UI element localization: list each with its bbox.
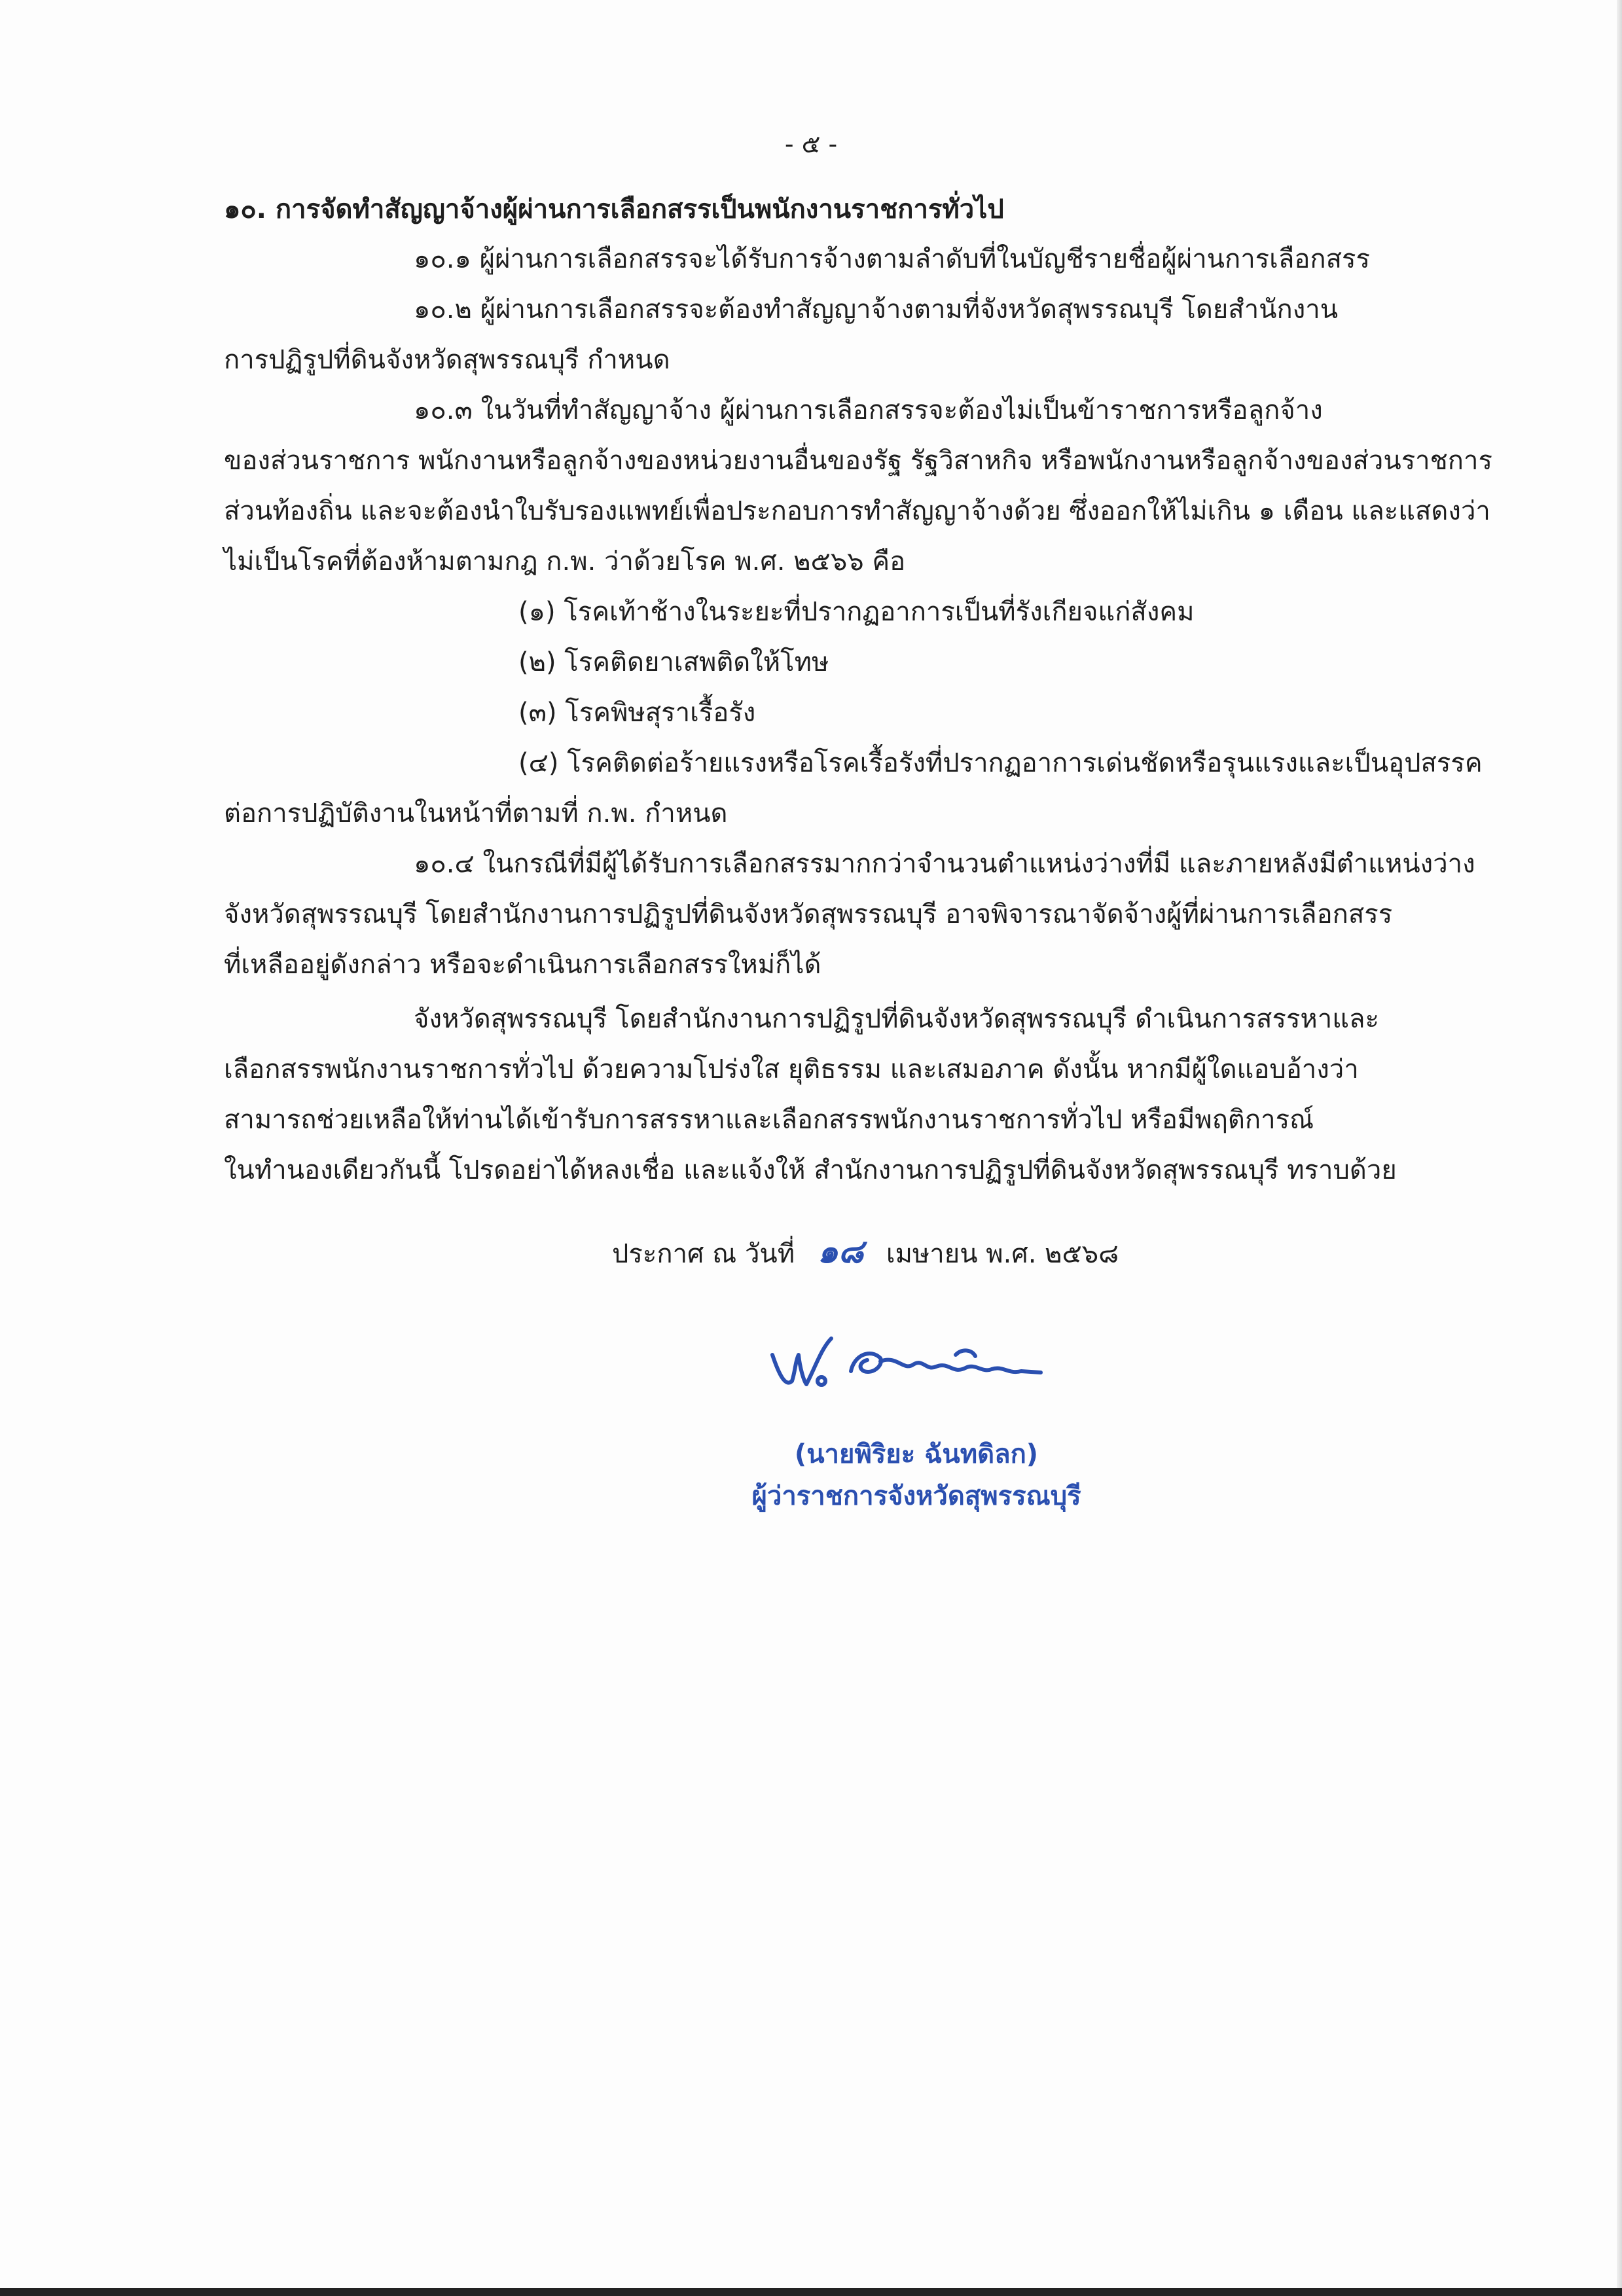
item-10-4-line2: จังหวัดสุพรรณบุรี โดยสำนักงานการปฏิรูปที่ดินจังหวัดสุพรรณบุรี อาจพิจารณาจัดจ้างผู้ที่ผ่านการเลือกสรร [224,899,1393,929]
closing-line3: สามารถช่วยเหลือให้ท่านได้เข้ารับการสรรหาและเลือกสรรพนักงานราชการทั่วไป หรือมีพฤติการณ์ [224,1105,1314,1135]
item-10-1: ๑๐.๑ ผู้ผ่านการเลือกสรรจะได้รับการจ้างตามลำดับที่ในบัญชีรายชื่อผู้ผ่านการเลือกสรร [414,244,1370,274]
announcement-prefix: ประกาศ ณ วันที่ [612,1239,795,1269]
disease-4-line2: ต่อการปฏิบัติงานในหน้าที่ตามที่ ก.พ. กำหนด [224,798,728,829]
closing-line2: เลือกสรรพนักงานราชการทั่วไป ด้วยความโปร่งใส ยุติธรรม และเสมอภาค ดังนั้น หากมีผู้ใดแอบอ้างว่า [224,1054,1359,1085]
closing-line4: ในทำนองเดียวกันนี้ โปรดอย่าได้หลงเชื่อ และแจ้งให้ สำนักงานการปฏิรูปที่ดินจังหวัดสุพรรณบุรี ทราบด้วย [224,1155,1397,1185]
disease-1: (๑) โรคเท้าช้างในระยะที่ปรากฏอาการเป็นที่รังเกียจแก่สังคม [518,597,1195,627]
item-10-3-line4: ไม่เป็นโรคที่ต้องห้ามตามกฎ ก.พ. ว่าด้วยโรค พ.ศ. ๒๕๖๖ คือ [224,547,906,577]
signatory-position: ผู้ว่าราชการจังหวัดสุพรรณบุรี [751,1481,1081,1511]
signature-image [759,1309,1060,1427]
scan-edge-bottom [0,2288,1622,2296]
item-10-3-line1: ๑๐.๓ ในวันที่ทำสัญญาจ้าง ผู้ผ่านการเลือกสรรจะต้องไม่เป็นข้าราชการหรือลูกจ้าง [414,395,1323,425]
disease-4-line1: (๔) โรคติดต่อร้ายแรงหรือโรคเรื้อรังที่ปรากฏอาการเด่นชัดหรือรุนแรงและเป็นอุปสรรค [518,748,1483,778]
item-10-4-line3: ที่เหลืออยู่ดังกล่าว หรือจะดำเนินการเลือกสรรใหม่ก็ได้ [224,950,821,980]
item-10-2-line1: ๑๐.๒ ผู้ผ่านการเลือกสรรจะต้องทำสัญญาจ้างตามที่จังหวัดสุพรรณบุรี โดยสำนักงาน [414,295,1339,325]
page-number: - ๕ - [784,130,838,158]
item-10-3-line3: ส่วนท้องถิ่น และจะต้องนำใบรับรองแพทย์เพื่อประกอบการทำสัญญาจ้างด้วย ซึ่งออกให้ไม่เกิน ๑ เดือน และแสดงว่า [224,496,1490,526]
announcement-date [612,1232,1119,1274]
section-heading: ๑๐. การจัดทำสัญญาจ้างผู้ผ่านการเลือกสรรเป็นพนักงานราชการทั่วไป [224,194,1004,224]
closing-line1: จังหวัดสุพรรณบุรี โดยสำนักงานการปฏิรูปที่ดินจังหวัดสุพรรณบุรี ดำเนินการสรรหาและ [414,1004,1380,1034]
scan-edge-right [1617,0,1622,2296]
signatory-name: (นายพิริยะ ฉันทดิลก) [794,1439,1039,1469]
item-10-2-line2: การปฏิรูปที่ดินจังหวัดสุพรรณบุรี กำหนด [224,345,670,375]
item-10-4-line1: ๑๐.๔ ในกรณีที่มีผู้ได้รับการเลือกสรรมากกว่าจำนวนตำแหน่งว่างที่มี และภายหลังมีตำแหน่งว่าง [414,849,1475,879]
disease-3: (๓) โรคพิษสุราเรื้อรัง [518,698,756,728]
item-10-3-line2: ของส่วนราชการ พนักงานหรือลูกจ้างของหน่วยงานอื่นของรัฐ รัฐวิสาหกิจ หรือพนักงานหรือลูกจ้างของส่วนราชการ [224,446,1492,476]
disease-2: (๒) โรคติดยาเสพติดให้โทษ [518,647,829,677]
announcement-suffix: เมษายน พ.ศ. ๒๕๖๘ [886,1239,1119,1269]
handwritten-day: ๑๘ [817,1232,864,1270]
